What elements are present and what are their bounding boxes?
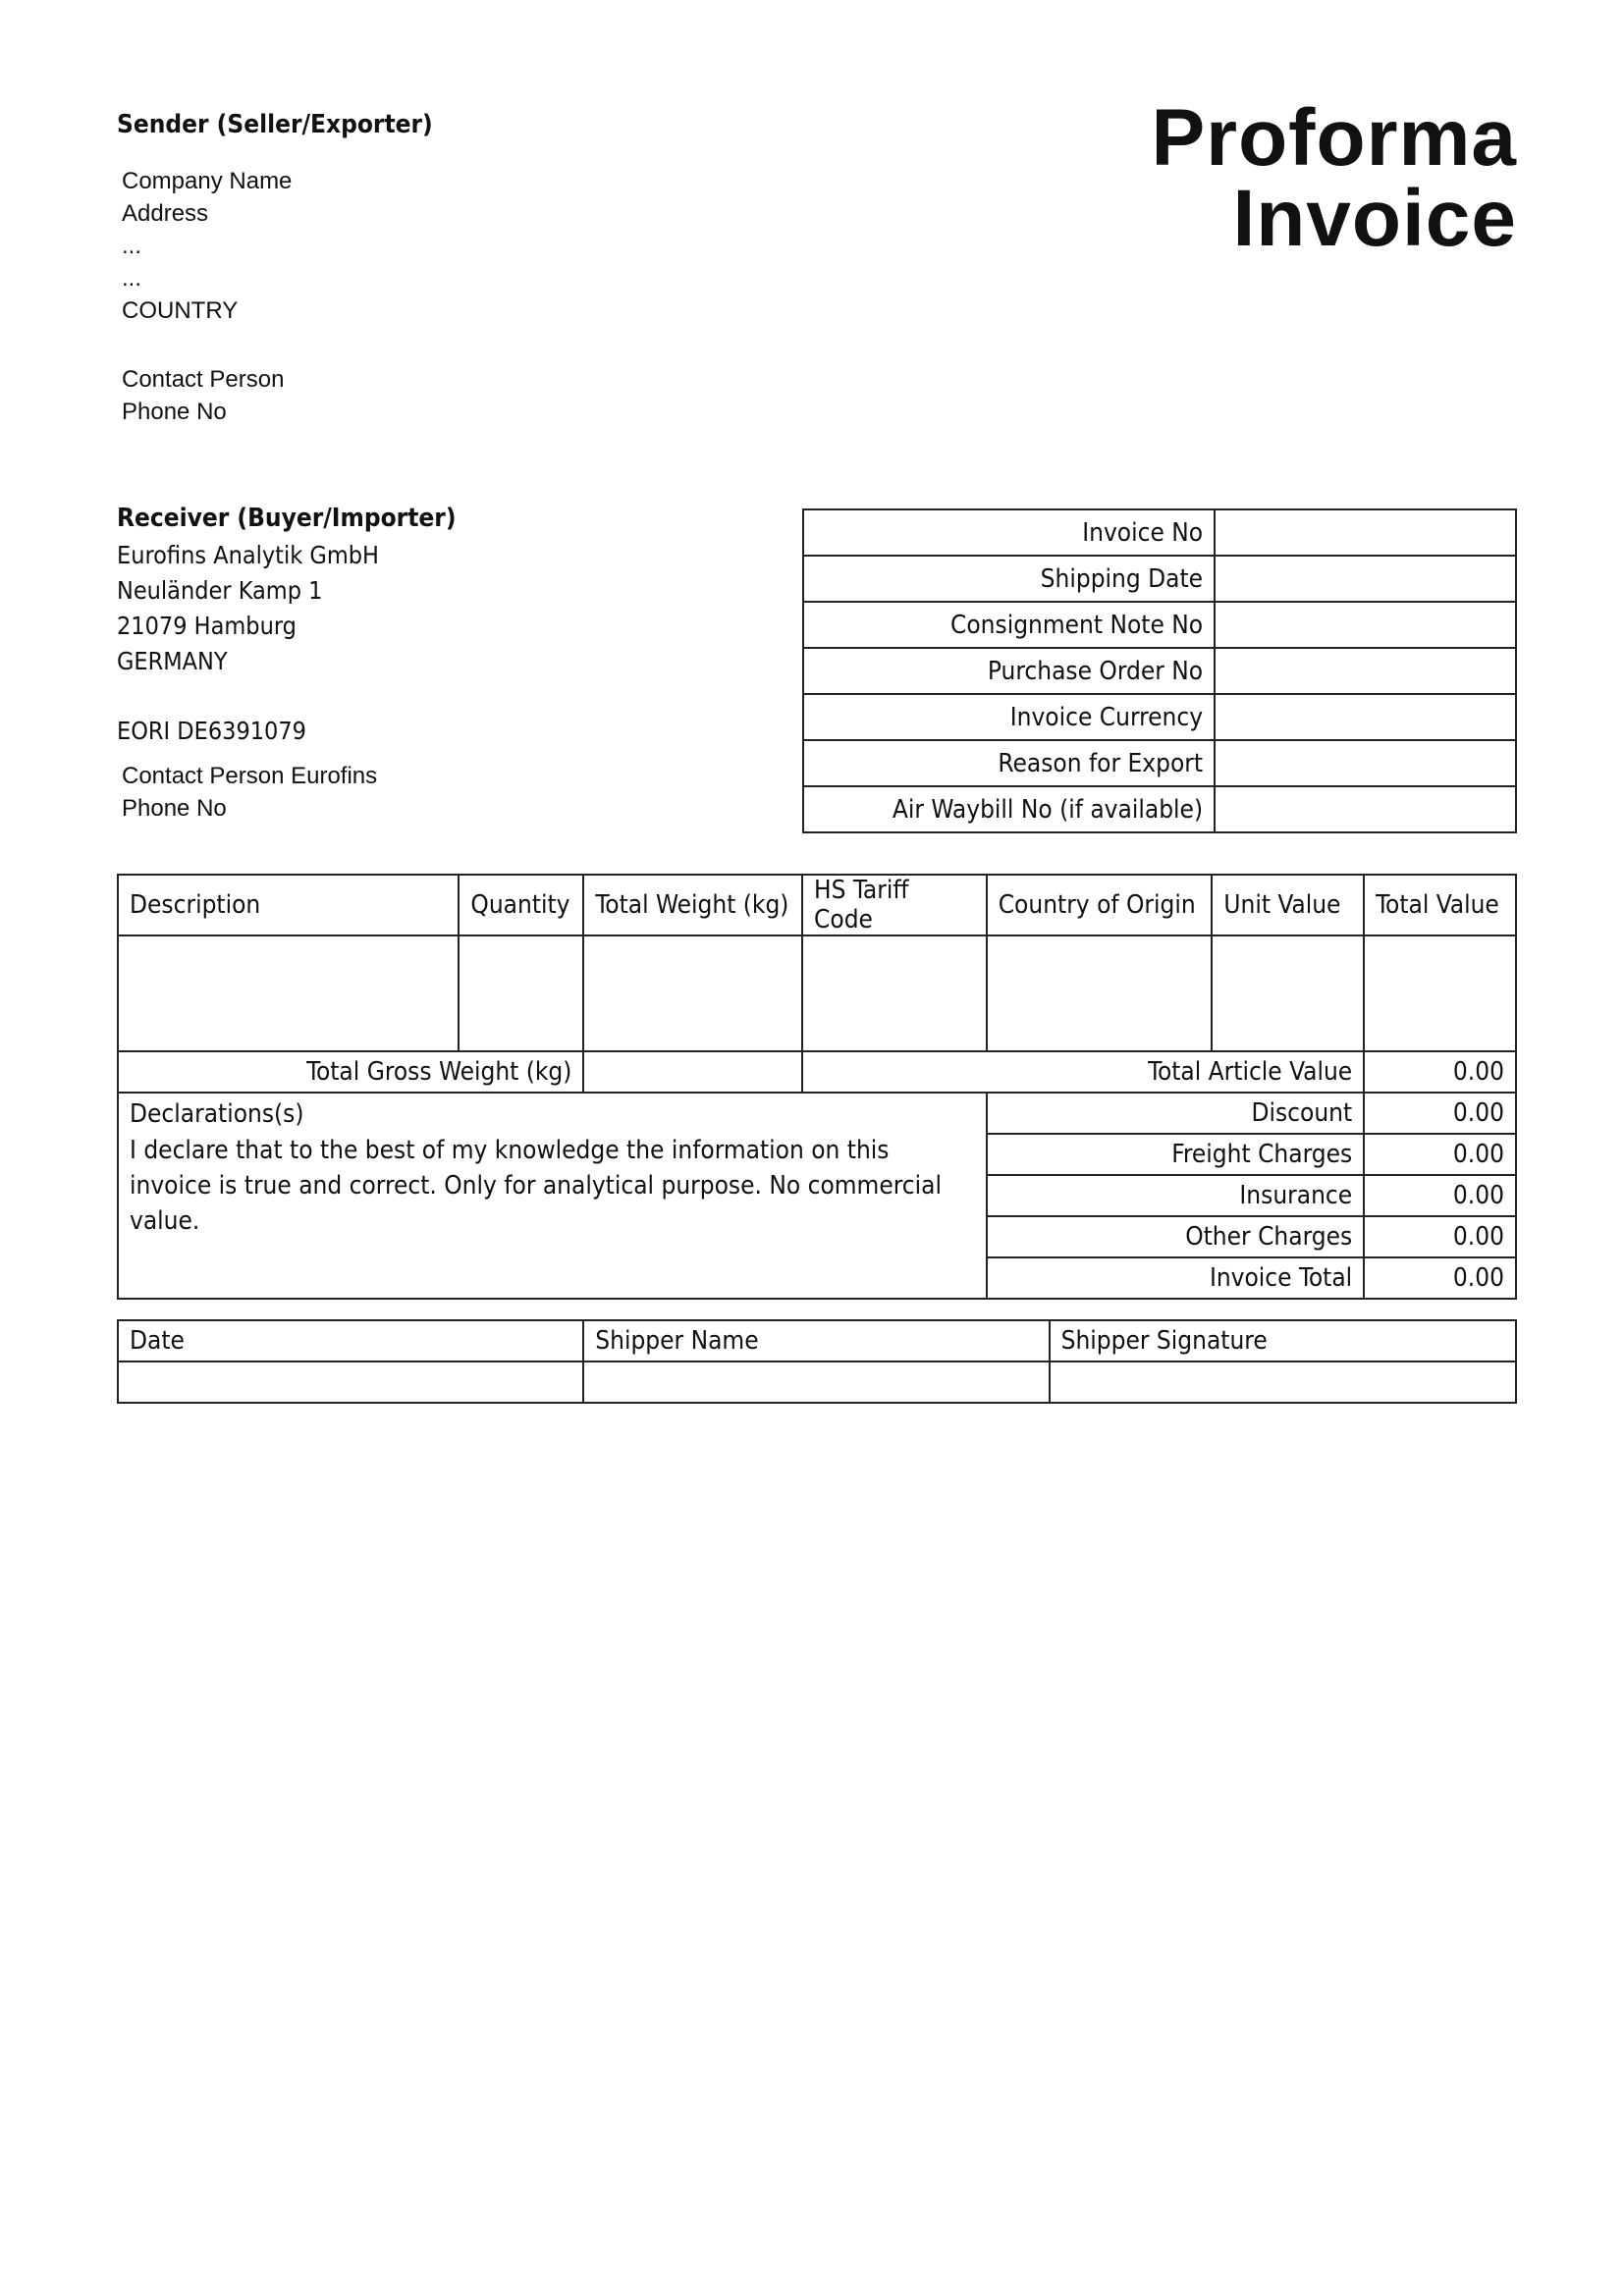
freight-charges-value: 0.00 [1364, 1134, 1516, 1175]
total-article-value: 0.00 [1364, 1051, 1516, 1093]
declarations-box [118, 1093, 987, 1299]
item-description-cell[interactable] [118, 935, 459, 1051]
purchase-order-row [803, 648, 1516, 694]
sender-company-name: Company Name [122, 168, 293, 194]
other-charges-label: Other Charges [987, 1216, 1364, 1257]
item-unit-value-cell[interactable] [1212, 935, 1364, 1051]
sender-address-line: ... [122, 265, 142, 292]
sender-phone: Phone No [122, 399, 227, 425]
consignment-note-field[interactable] [1215, 602, 1516, 648]
consignment-note-row [803, 602, 1516, 648]
shipping-date-field[interactable] [1215, 556, 1516, 602]
shipping-date-row [803, 556, 1516, 602]
receiver-city: 21079 Hamburg [117, 612, 297, 640]
col-header-unit-value: Unit Value [1212, 875, 1364, 935]
freight-charges-label: Freight Charges [987, 1134, 1364, 1175]
shipping-date-label: Shipping Date [803, 556, 1215, 602]
total-article-value-label: Total Article Value [802, 1051, 1364, 1093]
shipper-signature-field[interactable] [1050, 1362, 1516, 1403]
receiver-country: GERMANY [117, 647, 228, 675]
receiver-heading: Receiver (Buyer/Importer) [117, 504, 457, 533]
totals-row [118, 1051, 1516, 1093]
total-gross-weight-label: Total Gross Weight (kg) [118, 1051, 583, 1093]
invoice-currency-row [803, 694, 1516, 740]
receiver-street: Neuländer Kamp 1 [117, 576, 323, 605]
invoice-currency-label: Invoice Currency [803, 694, 1215, 740]
air-waybill-label: Air Waybill No (if available) [803, 786, 1215, 832]
col-header-quantity: Quantity [459, 875, 583, 935]
col-header-shipper-name: Shipper Name [583, 1320, 1049, 1362]
discount-label: Discount [987, 1093, 1364, 1134]
insurance-label: Insurance [987, 1175, 1364, 1216]
invoice-no-label: Invoice No [803, 509, 1215, 556]
reason-for-export-field[interactable] [1215, 740, 1516, 786]
shipper-name-field[interactable] [583, 1362, 1049, 1403]
sender-address: Address [122, 200, 209, 227]
receiver-contact-block [122, 760, 377, 825]
item-hs-code-cell[interactable] [802, 935, 987, 1051]
invoice-meta-table [802, 508, 1517, 833]
signature-table [117, 1319, 1517, 1404]
invoice-total-label: Invoice Total [987, 1257, 1364, 1299]
item-weight-cell[interactable] [583, 935, 802, 1051]
table-row [118, 935, 1516, 1051]
col-header-hs-tariff-code: HS Tariff Code [802, 875, 987, 935]
col-header-total-weight: Total Weight (kg) [583, 875, 802, 935]
receiver-address-block [117, 538, 379, 679]
date-field[interactable] [118, 1362, 583, 1403]
invoice-total-value: 0.00 [1364, 1257, 1516, 1299]
item-quantity-cell[interactable] [459, 935, 583, 1051]
items-header-row [118, 875, 1516, 935]
consignment-note-label: Consignment Note No [803, 602, 1215, 648]
col-header-shipper-signature: Shipper Signature [1050, 1320, 1516, 1362]
signature-row [118, 1362, 1516, 1403]
col-header-date: Date [118, 1320, 583, 1362]
discount-value: 0.00 [1364, 1093, 1516, 1134]
declarations-title: Declarations(s) [130, 1099, 304, 1129]
sender-heading: Sender (Seller/Exporter) [117, 110, 433, 139]
item-total-value-cell[interactable] [1364, 935, 1516, 1051]
invoice-currency-field[interactable] [1215, 694, 1516, 740]
col-header-description: Description [118, 875, 459, 935]
invoice-no-row [803, 509, 1516, 556]
item-origin-cell[interactable] [987, 935, 1213, 1051]
sender-contact-block [122, 363, 284, 428]
reason-for-export-label: Reason for Export [803, 740, 1215, 786]
invoice-no-field[interactable] [1215, 509, 1516, 556]
purchase-order-field[interactable] [1215, 648, 1516, 694]
insurance-value: 0.00 [1364, 1175, 1516, 1216]
receiver-phone: Phone No [122, 795, 227, 822]
sender-address-block [122, 165, 292, 327]
signature-header-row [118, 1320, 1516, 1362]
air-waybill-row [803, 786, 1516, 832]
sender-address-line: ... [122, 233, 142, 259]
col-header-total-value: Total Value [1364, 875, 1516, 935]
other-charges-value: 0.00 [1364, 1216, 1516, 1257]
receiver-company-name: Eurofins Analytik GmbH [117, 541, 379, 569]
charge-row-discount [118, 1093, 1516, 1134]
reason-for-export-row [803, 740, 1516, 786]
purchase-order-label: Purchase Order No [803, 648, 1215, 694]
items-table [117, 874, 1517, 1300]
receiver-contact-person: Contact Person Eurofins [122, 763, 378, 789]
sender-country: COUNTRY [122, 297, 239, 324]
total-gross-weight-field[interactable] [583, 1051, 802, 1093]
receiver-eori: EORI DE6391079 [117, 717, 306, 745]
declarations-text: I declare that to the best of my knowledge the information on this invoice is true and correct. Only for analytical purpose. No commercial value. [130, 1136, 942, 1236]
col-header-country-of-origin: Country of Origin [987, 875, 1213, 935]
air-waybill-field[interactable] [1215, 786, 1516, 832]
document-title: Proforma Invoice [1151, 93, 1517, 263]
sender-contact-person: Contact Person [122, 366, 285, 393]
